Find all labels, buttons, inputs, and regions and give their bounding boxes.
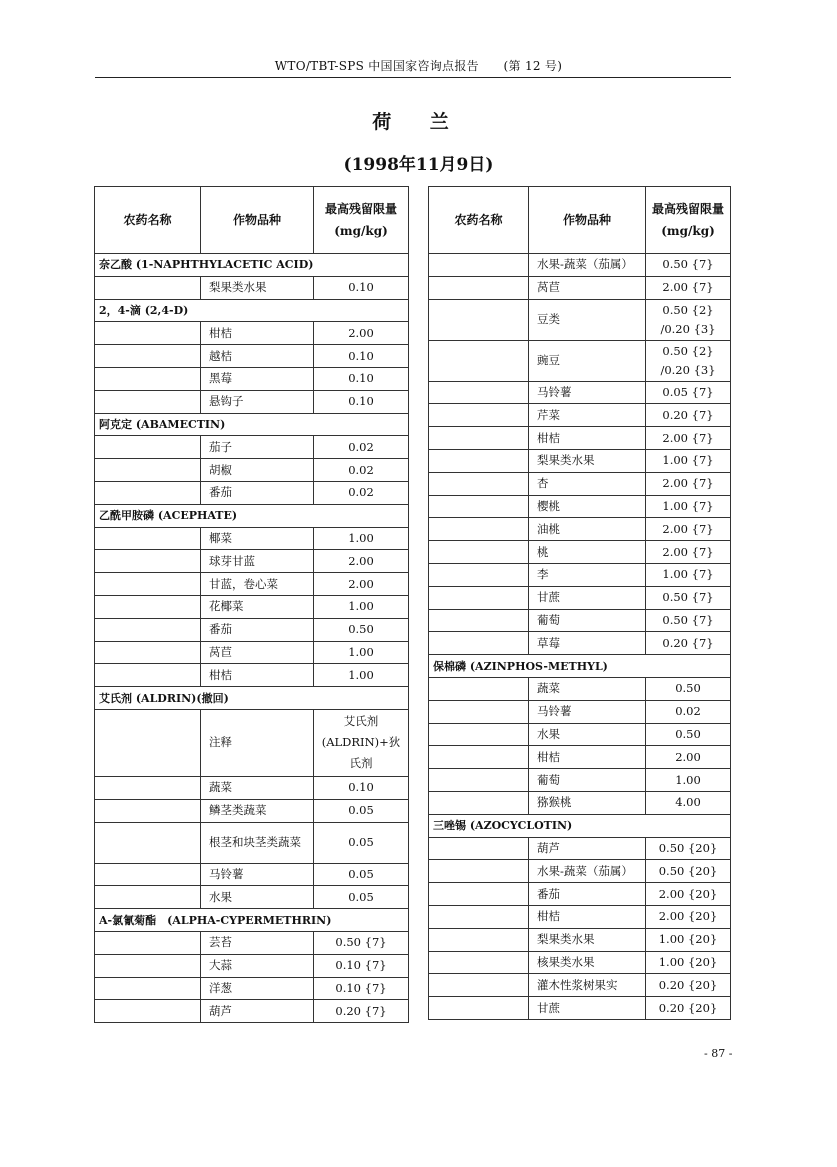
crop-cell: 马铃薯	[201, 863, 314, 886]
table-row	[429, 883, 731, 906]
mrl-cell: 0.50 {20}	[646, 860, 731, 883]
table-row	[429, 837, 731, 860]
table-row	[95, 886, 409, 909]
mrl-cell: 0.50	[646, 723, 731, 746]
crop-cell: 黑莓	[201, 367, 314, 390]
crop-cell: 柑桔	[201, 322, 314, 345]
pesticide-cell	[429, 700, 529, 723]
pesticide-row	[95, 504, 409, 527]
crop-cell: 樱桃	[529, 495, 646, 518]
mrl-cell: 0.05 {7}	[646, 381, 731, 404]
crop-cell: 莴苣	[201, 641, 314, 664]
crop-cell: 茄子	[201, 436, 314, 459]
pesticide-name: 阿克定 (ABAMECTIN)	[95, 413, 409, 436]
table-row	[429, 746, 731, 769]
mrl-cell: 0.20 {20}	[646, 997, 731, 1020]
mrl-cell: 0.10	[314, 276, 409, 299]
pesticide-row	[95, 299, 409, 322]
table-row	[95, 390, 409, 413]
table-row	[95, 822, 409, 863]
pesticide-name: A-氯氰菊酯 (ALPHA-CYPERMETHRIN)	[95, 909, 409, 932]
mrl-cell: 0.50 {2} /0.20 {3}	[646, 340, 731, 381]
pesticide-cell	[429, 746, 529, 769]
pesticide-cell	[95, 954, 201, 977]
pesticide-cell	[95, 664, 201, 687]
table-row	[429, 586, 731, 609]
crop-cell: 番茄	[529, 883, 646, 906]
header-rule	[95, 77, 731, 78]
header-mrl: 最高残留限量(mg/kg)	[646, 187, 731, 254]
crop-cell: 大蒜	[201, 954, 314, 977]
pesticide-cell	[429, 404, 529, 427]
crop-cell: 葫芦	[529, 837, 646, 860]
mrl-cell: 1.00	[314, 641, 409, 664]
table-row	[429, 928, 731, 951]
table-header-row	[429, 187, 731, 254]
table-row	[95, 595, 409, 618]
mrl-cell: 0.05	[314, 822, 409, 863]
mrl-cell: 0.02	[314, 481, 409, 504]
pesticide-cell	[95, 322, 201, 345]
pesticide-cell	[429, 495, 529, 518]
crop-cell: 葡萄	[529, 769, 646, 792]
mrl-cell: 1.00	[314, 527, 409, 550]
crop-cell: 葫芦	[201, 1000, 314, 1023]
mrl-cell: 0.50 {2} /0.20 {3}	[646, 299, 731, 340]
pesticide-cell	[429, 974, 529, 997]
table-row	[429, 449, 731, 472]
header-crop: 作物品种	[201, 187, 314, 254]
table-row	[95, 776, 409, 799]
pesticide-cell	[95, 822, 201, 863]
pesticide-cell	[429, 951, 529, 974]
mrl-cell: 0.50	[646, 677, 731, 700]
crop-cell: 悬钩子	[201, 390, 314, 413]
table-row	[429, 905, 731, 928]
table-row	[429, 404, 731, 427]
mrl-cell: 0.05	[314, 886, 409, 909]
pesticide-name: 奈乙酸 (1-NAPHTHYLACETIC ACID)	[95, 254, 409, 277]
pesticide-cell	[95, 1000, 201, 1023]
mrl-cell: 0.50 {7}	[646, 586, 731, 609]
pesticide-row	[95, 413, 409, 436]
pesticide-cell	[95, 481, 201, 504]
pesticide-cell	[429, 883, 529, 906]
table-row	[95, 799, 409, 822]
pesticide-cell	[429, 472, 529, 495]
pesticide-cell	[429, 586, 529, 609]
table-row	[95, 550, 409, 573]
crop-cell: 梨果类水果	[529, 928, 646, 951]
table-row	[429, 791, 731, 814]
pesticide-cell	[95, 618, 201, 641]
table-row	[95, 664, 409, 687]
crop-cell: 柑桔	[201, 664, 314, 687]
header-crop: 作物品种	[529, 187, 646, 254]
pesticide-cell	[95, 527, 201, 550]
table-row	[95, 954, 409, 977]
table-row	[429, 609, 731, 632]
crop-cell: 花椰菜	[201, 595, 314, 618]
mrl-cell: 1.00	[314, 664, 409, 687]
crop-cell: 水果	[201, 886, 314, 909]
crop-cell: 鳞茎类蔬菜	[201, 799, 314, 822]
table-row	[429, 951, 731, 974]
pesticide-cell	[429, 609, 529, 632]
table-row	[429, 723, 731, 746]
table-row	[95, 322, 409, 345]
country-title: 荷 兰	[372, 111, 465, 133]
pesticide-cell	[429, 299, 529, 340]
pesticide-row	[95, 909, 409, 932]
mrl-cell: 0.02	[314, 459, 409, 482]
table-row	[429, 381, 731, 404]
crop-cell: 番茄	[201, 481, 314, 504]
table-row	[429, 563, 731, 586]
table-row	[429, 677, 731, 700]
pesticide-cell	[429, 632, 529, 655]
table-row	[429, 974, 731, 997]
pesticide-cell	[95, 776, 201, 799]
mrl-cell: 1.00	[314, 595, 409, 618]
mrl-cell: 2.00	[646, 746, 731, 769]
mrl-cell: 2.00 {20}	[646, 883, 731, 906]
pesticide-cell	[429, 997, 529, 1020]
table-row	[95, 709, 409, 776]
left-table-body	[95, 187, 409, 1023]
pesticide-cell	[95, 709, 201, 776]
crop-cell: 注释	[201, 709, 314, 776]
mrl-cell: 1.00 {20}	[646, 951, 731, 974]
pesticide-cell	[95, 863, 201, 886]
crop-cell: 洋葱	[201, 977, 314, 1000]
crop-cell: 草莓	[529, 632, 646, 655]
crop-cell: 豌豆	[529, 340, 646, 381]
crop-cell: 马铃薯	[529, 700, 646, 723]
pesticide-name: 保棉磷 (AZINPHOS-METHYL)	[429, 655, 731, 678]
report-header: WTO/TBT-SPS 中国国家咨询点报告 (第 12 号)	[274, 59, 563, 73]
table-row	[429, 276, 731, 299]
table-row	[429, 860, 731, 883]
table-row	[95, 481, 409, 504]
mrl-cell: 0.05	[314, 799, 409, 822]
crop-cell: 芹菜	[529, 404, 646, 427]
table-row	[95, 931, 409, 954]
table-row	[429, 700, 731, 723]
mrl-cell: 0.20 {7}	[646, 404, 731, 427]
mrl-cell: 0.10	[314, 776, 409, 799]
crop-cell: 马铃薯	[529, 381, 646, 404]
mrl-cell: 0.50 {20}	[646, 837, 731, 860]
pesticide-cell	[429, 381, 529, 404]
crop-cell: 甘蔗	[529, 997, 646, 1020]
pesticide-name: 2，4-滴 (2,4-D)	[95, 299, 409, 322]
pesticide-row	[95, 687, 409, 710]
crop-cell: 椰菜	[201, 527, 314, 550]
mrl-cell: 0.02	[646, 700, 731, 723]
crop-cell: 莴苣	[529, 276, 646, 299]
mrl-cell: 0.10 {7}	[314, 977, 409, 1000]
crop-cell: 水果-蔬菜（茄属）	[529, 860, 646, 883]
pesticide-name: 乙酰甲胺磷 (ACEPHATE)	[95, 504, 409, 527]
right-table-body	[429, 187, 731, 1020]
pesticide-row	[429, 655, 731, 678]
mrl-cell: 2.00	[314, 573, 409, 596]
pesticide-cell	[429, 723, 529, 746]
table-row	[429, 997, 731, 1020]
crop-cell: 甘蓝，卷心菜	[201, 573, 314, 596]
crop-cell: 蔬菜	[529, 677, 646, 700]
mrl-cell: 0.50	[314, 618, 409, 641]
pesticide-cell	[95, 931, 201, 954]
table-row	[95, 276, 409, 299]
mrl-cell: 0.10	[314, 367, 409, 390]
pesticide-cell	[95, 276, 201, 299]
pesticide-cell	[429, 905, 529, 928]
table-row	[95, 436, 409, 459]
crop-cell: 越桔	[201, 345, 314, 368]
table-row	[429, 472, 731, 495]
table-row	[95, 863, 409, 886]
pesticide-cell	[95, 459, 201, 482]
pesticide-name: 艾氏剂 (ALDRIN)(撤回)	[95, 687, 409, 710]
mrl-cell: 1.00 {7}	[646, 495, 731, 518]
page-number: - 87 -	[704, 1047, 733, 1060]
mrl-cell: 0.20 {20}	[646, 974, 731, 997]
header-mrl: 最高残留限量(mg/kg)	[314, 187, 409, 254]
crop-cell: 杏	[529, 472, 646, 495]
crop-cell: 番茄	[201, 618, 314, 641]
crop-cell: 蔬菜	[201, 776, 314, 799]
pesticide-cell	[429, 276, 529, 299]
mrl-cell: 0.50 {7}	[314, 931, 409, 954]
pesticide-row	[429, 814, 731, 837]
table-row	[429, 254, 731, 277]
crop-cell: 水果-蔬菜（茄属）	[529, 254, 646, 277]
crop-cell: 球芽甘蓝	[201, 550, 314, 573]
crop-cell: 桃	[529, 541, 646, 564]
mrl-cell: 0.20 {7}	[646, 632, 731, 655]
pesticide-row	[95, 254, 409, 277]
mrl-cell: 0.10	[314, 390, 409, 413]
mrl-cell: 2.00 {7}	[646, 427, 731, 450]
table-row	[429, 495, 731, 518]
table-row	[429, 632, 731, 655]
table-row	[429, 299, 731, 340]
pesticide-cell	[95, 886, 201, 909]
pesticide-cell	[429, 449, 529, 472]
crop-cell: 李	[529, 563, 646, 586]
mrl-cell: 1.00 {7}	[646, 449, 731, 472]
table-row	[429, 518, 731, 541]
pesticide-cell	[429, 928, 529, 951]
mrl-cell: 0.02	[314, 436, 409, 459]
table-row	[429, 340, 731, 381]
table-row	[95, 641, 409, 664]
header-pesticide: 农药名称	[95, 187, 201, 254]
crop-cell: 水果	[529, 723, 646, 746]
pesticide-cell	[429, 541, 529, 564]
crop-cell: 豆类	[529, 299, 646, 340]
pesticide-cell	[95, 390, 201, 413]
right-mrl-table	[428, 186, 731, 1020]
table-row	[95, 345, 409, 368]
pesticide-cell	[429, 340, 529, 381]
table-row	[429, 541, 731, 564]
crop-cell: 葡萄	[529, 609, 646, 632]
mrl-cell: 2.00 {7}	[646, 276, 731, 299]
mrl-cell: 2.00 {7}	[646, 518, 731, 541]
table-row	[95, 618, 409, 641]
pesticide-cell	[429, 254, 529, 277]
crop-cell: 梨果类水果	[529, 449, 646, 472]
mrl-cell: 0.50 {7}	[646, 254, 731, 277]
crop-cell: 核果类水果	[529, 951, 646, 974]
crop-cell: 梨果类水果	[201, 276, 314, 299]
mrl-cell: 2.00	[314, 550, 409, 573]
mrl-cell: 2.00 {7}	[646, 541, 731, 564]
mrl-cell: 0.50 {7}	[646, 609, 731, 632]
pesticide-cell	[429, 518, 529, 541]
header-pesticide: 农药名称	[429, 187, 529, 254]
pesticide-cell	[95, 799, 201, 822]
pesticide-cell	[95, 977, 201, 1000]
mrl-cell: 1.00 {7}	[646, 563, 731, 586]
mrl-cell: 2.00	[314, 322, 409, 345]
pesticide-cell	[429, 791, 529, 814]
pesticide-cell	[95, 436, 201, 459]
table-row	[429, 769, 731, 792]
pesticide-cell	[95, 367, 201, 390]
pesticide-cell	[429, 427, 529, 450]
crop-cell: 猕猴桃	[529, 791, 646, 814]
mrl-cell: 0.10 {7}	[314, 954, 409, 977]
mrl-cell: 1.00 {20}	[646, 928, 731, 951]
crop-cell: 柑桔	[529, 427, 646, 450]
pesticide-cell	[95, 573, 201, 596]
table-row	[95, 459, 409, 482]
pesticide-cell	[429, 837, 529, 860]
crop-cell: 柑桔	[529, 905, 646, 928]
crop-cell: 胡椒	[201, 459, 314, 482]
crop-cell: 灌木性浆树果实	[529, 974, 646, 997]
crop-cell: 芸苔	[201, 931, 314, 954]
mrl-cell: 2.00 {7}	[646, 472, 731, 495]
table-header-row	[95, 187, 409, 254]
pesticide-cell	[95, 345, 201, 368]
report-date: (1998年11月9日)	[343, 155, 494, 175]
mrl-cell: 1.00	[646, 769, 731, 792]
pesticide-name: 三唑锡 (AZOCYCLOTIN)	[429, 814, 731, 837]
pesticide-cell	[95, 641, 201, 664]
crop-cell: 柑桔	[529, 746, 646, 769]
table-row	[95, 1000, 409, 1023]
table-row	[95, 527, 409, 550]
pesticide-cell	[95, 550, 201, 573]
mrl-cell: 0.05	[314, 863, 409, 886]
crop-cell: 根茎和块茎类蔬菜	[201, 822, 314, 863]
table-row	[95, 977, 409, 1000]
pesticide-cell	[95, 595, 201, 618]
pesticide-cell	[429, 769, 529, 792]
mrl-cell: 艾氏剂(ALDRIN)+狄氏剂	[314, 709, 409, 776]
mrl-cell: 0.20 {7}	[314, 1000, 409, 1023]
crop-cell: 油桃	[529, 518, 646, 541]
mrl-cell: 4.00	[646, 791, 731, 814]
mrl-cell: 2.00 {20}	[646, 905, 731, 928]
table-row	[95, 367, 409, 390]
left-mrl-table	[94, 186, 409, 1023]
pesticide-cell	[429, 677, 529, 700]
crop-cell: 甘蔗	[529, 586, 646, 609]
table-row	[429, 427, 731, 450]
pesticide-cell	[429, 563, 529, 586]
mrl-cell: 0.10	[314, 345, 409, 368]
pesticide-cell	[429, 860, 529, 883]
table-row	[95, 573, 409, 596]
